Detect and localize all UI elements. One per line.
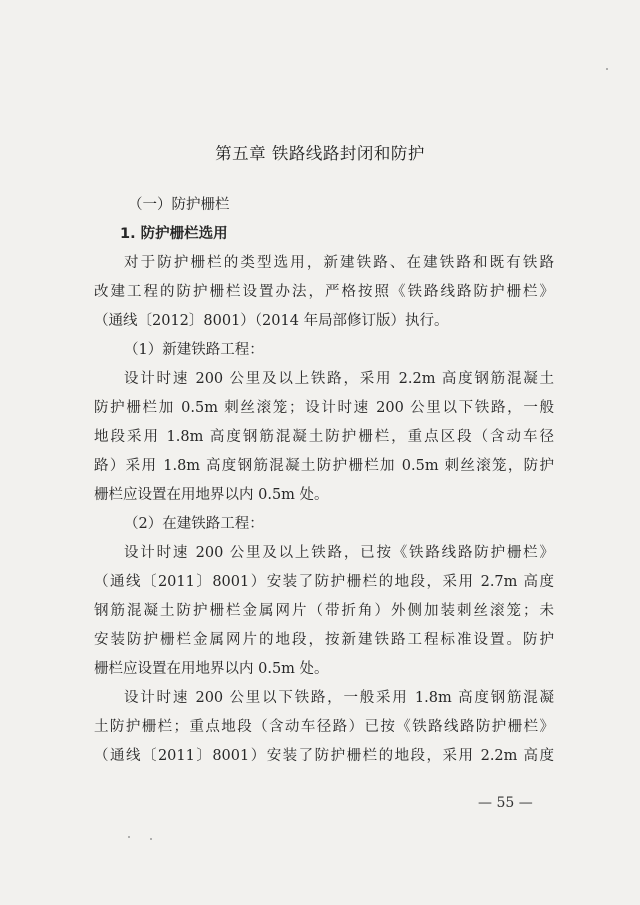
paragraph-line: （通线〔2011〕8001）安装了防护栅栏的地段，采用 2.2m 高度 (94, 748, 554, 764)
scan-speck (128, 836, 130, 838)
paragraph-line: （通线〔2012〕8001）（2014 年局部修订版）执行。 (94, 313, 449, 329)
paragraph-line: 设计时速 200 公里及以上铁路，已按《铁路线路防护栅栏》 (124, 545, 554, 561)
subsection-heading: 1. 防护栅栏选用 (120, 226, 228, 242)
paragraph-line: 改建工程的防护栅栏设置办法，严格按照《铁路线路防护栅栏》 (94, 284, 554, 300)
paragraph-line: 土防护栅栏；重点地段（含动车径路）已按《铁路线路防护栅栏》 (94, 719, 554, 735)
paragraph-line: 路）采用 1.8m 高度钢筋混凝土防护栅栏加 0.5m 刺丝滚笼，防护 (94, 458, 554, 474)
paragraph-line: （通线〔2011〕8001）安装了防护栅栏的地段，采用 2.7m 高度 (94, 574, 554, 590)
section-heading: （一）防护栅栏 (128, 197, 230, 213)
paragraph-line: 对于防护栅栏的类型选用，新建铁路、在建铁路和既有铁路 (124, 255, 554, 271)
paragraph-line: 安装防护栅栏金属网片的地段，按新建铁路工程标准设置。防护 (94, 632, 554, 648)
subheading-line: （2）在建铁路工程： (124, 516, 264, 532)
scan-speck (150, 838, 152, 840)
body-text (94, 191, 554, 771)
subheading-line: （1）新建铁路工程： (124, 342, 264, 358)
paragraph-line: 钢筋混凝土防护栅栏金属网片（带折角）外侧加装刺丝滚笼；未 (94, 603, 554, 619)
chapter-title: 第五章 铁路线路封闭和防护 (215, 144, 425, 163)
paragraph-line: 设计时速 200 公里以下铁路，一般采用 1.8m 高度钢筋混凝 (124, 690, 554, 706)
paragraph-line: 设计时速 200 公里及以上铁路，采用 2.2m 高度钢筋混凝土 (124, 371, 554, 387)
scan-speck (606, 68, 608, 70)
paragraph-line: 地段采用 1.8m 高度钢筋混凝土防护栅栏，重点区段（含动车径 (94, 429, 554, 445)
paragraph-line: 栅栏应设置在用地界以内 0.5m 处。 (94, 487, 329, 503)
paragraph-line: 栅栏应设置在用地界以内 0.5m 处。 (94, 661, 329, 677)
paragraph-line: 防护栅栏加 0.5m 刺丝滚笼；设计时速 200 公里以下铁路，一般 (94, 400, 554, 416)
page-number: — 55 — (478, 795, 533, 811)
